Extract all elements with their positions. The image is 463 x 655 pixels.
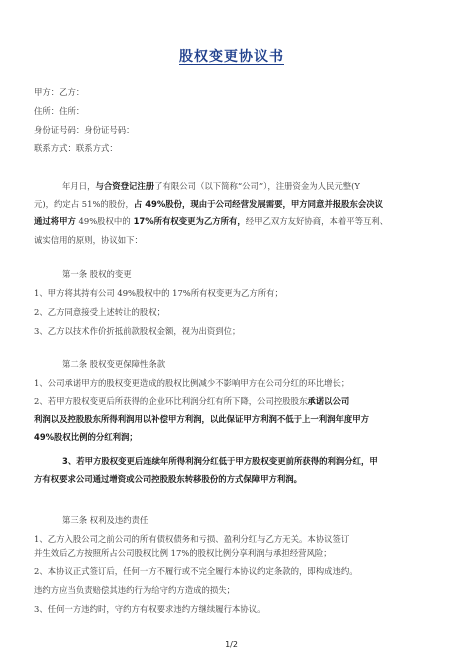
- item-emphasis: 承诺以公司: [307, 396, 350, 406]
- article-3-heading: 第三条 权利及违约责任: [62, 515, 149, 525]
- intro-line-3: [34, 216, 388, 227]
- article-3-item-2-line-1: 2、本协议正式签订后，任何一方不履行或不完全履行本协议约定条款的，即构成违约。: [34, 566, 358, 576]
- article-2-item-3-line-1: 3、若甲方股权变更后连续年所得利润分红低于甲方股权变更前所获得的利润分红，甲: [62, 456, 378, 466]
- article-2-item-2-line-3: 49%股权比例的分红利润；: [34, 432, 138, 442]
- intro-line-2: [34, 199, 383, 210]
- article-3-item-1-line-1: 1、乙方入股公司之前公司的所有债权债务和亏损、盈利分红与乙方无关。本协议签订: [34, 534, 350, 544]
- intro-line-4: 诚实信用的原则，协议如下：: [34, 235, 143, 245]
- article-2-item-2-line-1: [34, 396, 349, 407]
- intro-text: 元)，约定占 51%的股份，: [34, 199, 134, 209]
- article-2-heading: 第二条 股权变更保障性条款: [62, 359, 166, 369]
- id-number-line: 身份证号码：身份证号码：: [34, 125, 135, 135]
- article-2-item-2-line-2: 利润以及控股股东所得利润用以补偿甲方利润，以此保证甲方利润不低于上一利润年度甲方: [34, 414, 369, 424]
- article-3-item-1-line-2: 并生效后乙方按照所占公司股权比例 17%的股权比例分享利润与承担经营风险；: [34, 548, 332, 558]
- intro-emphasis: 占 49%股份，现由于公司经营发展需要，甲方同意并报股东会决议: [133, 199, 384, 209]
- article-1-item-3: 3、乙方以技术作价折抵前款股权金额，视为出资到位；: [34, 326, 241, 336]
- item-text: 2、若甲方股权变更后所获得的企业环比利润分红有所下降，公司控股股东: [34, 396, 308, 406]
- article-1-item-1: 1、甲方将其持有公司 49%股权中的 17%所有权变更为乙方所有；: [34, 288, 283, 298]
- document-title: 股权变更协议书: [179, 49, 284, 65]
- intro-text: 了有限公司（以下简称“公司”），注册资金为人民元整(Y: [154, 181, 360, 191]
- intro-emphasis: 与合资登记注册: [95, 181, 155, 191]
- article-1-heading: 第一条 股权的变更: [62, 269, 132, 279]
- intro-text: 49%股权中的: [75, 216, 131, 226]
- article-2-item-1: 1、公司承诺甲方的股权变更造成的股权比例减少不影响甲方在公司分红的环比增长；: [34, 378, 350, 388]
- address-line: 住所：住所：: [34, 106, 85, 116]
- article-3-item-2-line-2: 违约方应当负责赔偿其违约行为给守约方造成的损失；: [34, 585, 235, 595]
- article-1-item-2: 2、乙方同意接受上述转让的股权；: [34, 307, 165, 317]
- intro-emphasis: 通过将甲方: [34, 216, 76, 226]
- article-3-item-3: 3、任何一方违约时，守约方有权要求违约方继续履行本协议。: [34, 604, 266, 614]
- intro-line-1: [62, 181, 360, 192]
- article-2-item-3-line-2: 方有权要求公司通过增资或公司控股股东转移股份的方式保障甲方利润。: [34, 474, 302, 484]
- contact-line: 联系方式：联系方式：: [34, 143, 118, 153]
- page-number: 1/2: [225, 640, 238, 649]
- intro-date: 年月日，: [62, 181, 96, 191]
- party-line: 甲方：乙方：: [34, 87, 85, 97]
- intro-emphasis: 17%所有权变更为乙方所有，: [130, 216, 246, 226]
- intro-text: 经甲乙双方友好协商，本着平等互利、: [245, 216, 389, 226]
